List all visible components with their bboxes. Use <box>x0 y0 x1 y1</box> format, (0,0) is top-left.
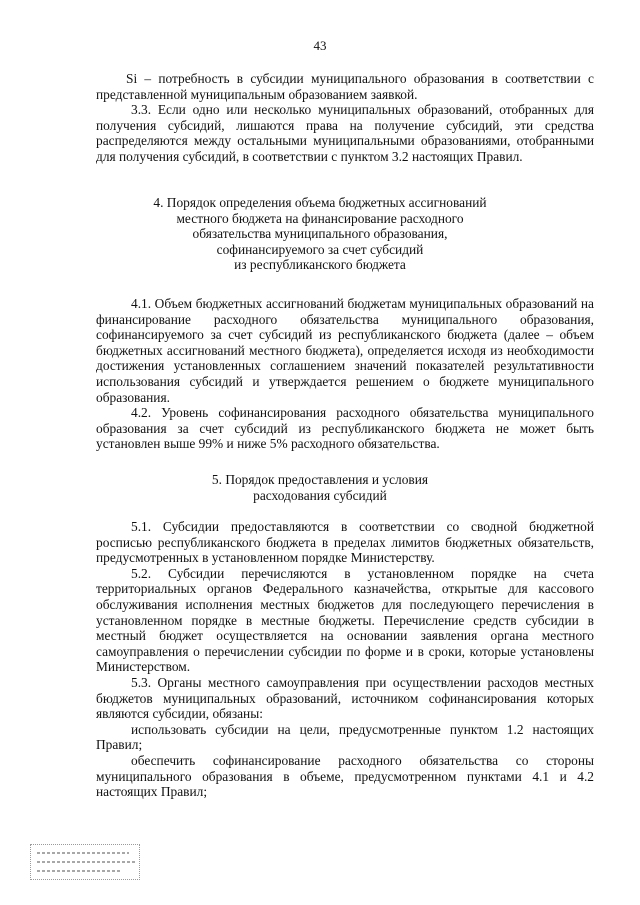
heading-line: обязательства муниципального образования, <box>192 226 448 242</box>
paragraph-si-definition: Si – потребность в субсидии муниципального образования в соответствии с представленной муниципальным образованием заявкой. <box>96 71 594 102</box>
intro-block <box>96 71 594 165</box>
paragraph-5-1: 5.1. Субсидии предоставляются в соответствии со сводной бюджетной росписью республиканского бюджета в пределах лимитов бюджетных обязательств, предусмотренных в установленном порядке Министерству. <box>96 519 594 566</box>
stamp-line <box>37 852 129 854</box>
section-5-heading <box>0 472 640 503</box>
paragraph-5-3-item-1: использовать субсидии на цели, предусмотренные пунктом 1.2 настоящих Правил; <box>96 721 594 753</box>
section-4-heading <box>0 195 640 273</box>
paragraph-4-1: 4.1. Объем бюджетных ассигнований бюджетам муниципальных образований на финансирование расходного обязательства муниципального образования, софинансируемого за счет субсидий из республиканского бюджета (далее – объем бюджетных ассигнований местного бюджета), определяется исходя из необходимости достижения установленных соглашением значений показателей результативности использования субсидий и утверждается решением о бюджете муниципального образования. <box>96 296 594 405</box>
heading-line: 4. Порядок определения объема бюджетных ассигнований <box>153 195 487 210</box>
stamp-line <box>37 870 121 872</box>
heading-line: из республиканского бюджета <box>234 257 406 273</box>
heading-line: софинансируемого за счет субсидий <box>216 241 424 257</box>
section-5-body <box>96 519 594 800</box>
paragraph-3-3: 3.3. Если одно или несколько муниципальных образований, отобранных для получения субсидий, лишаются права на получение субсидий, эти средства распределяются между остальными муниципальными образованиями, отобранными для получения субсидий, в соответствии с пунктом 3.2 настоящих Правил. <box>96 102 594 164</box>
paragraph-4-2: 4.2. Уровень софинансирования расходного обязательства муниципального образования за счет субсидий из республиканского бюджета не может быть установлен выше 99% и ниже 5% расходного обязательства. <box>96 405 594 452</box>
heading-line: 5. Порядок предоставления и условия <box>211 472 429 487</box>
registration-stamp <box>30 844 140 880</box>
stamp-line <box>37 861 135 863</box>
paragraph-5-2: 5.2. Субсидии перечисляются в установленном порядке на счета территориальных органов Федерального казначейства, открытые для кассового обслуживания исполнения местных бюджетов для последующего перечисления в установленном порядке в местные бюджеты. Перечисление средств субсидии в местный бюджет осуществляется на основании заявления органа местного самоуправления о перечислении субсидии по форме и в сроки, которые установлены Министерством. <box>96 565 594 675</box>
section-4-body <box>96 296 594 452</box>
paragraph-5-3-item-2: обеспечить софинансирование расходного обязательства со стороны муниципального образования в объеме, предусмотренном пунктами 4.1 и 4.2 настоящих Правил; <box>96 752 594 800</box>
page-number: 43 <box>313 38 327 53</box>
heading-line: местного бюджета на финансирование расходного <box>176 210 464 226</box>
paragraph-5-3: 5.3. Органы местного самоуправления при осуществлении расходов местных бюджетов муниципальных образований, источником софинансирования которых являются субсидии, обязаны: <box>96 674 594 722</box>
heading-line: расходования субсидий <box>253 487 387 503</box>
